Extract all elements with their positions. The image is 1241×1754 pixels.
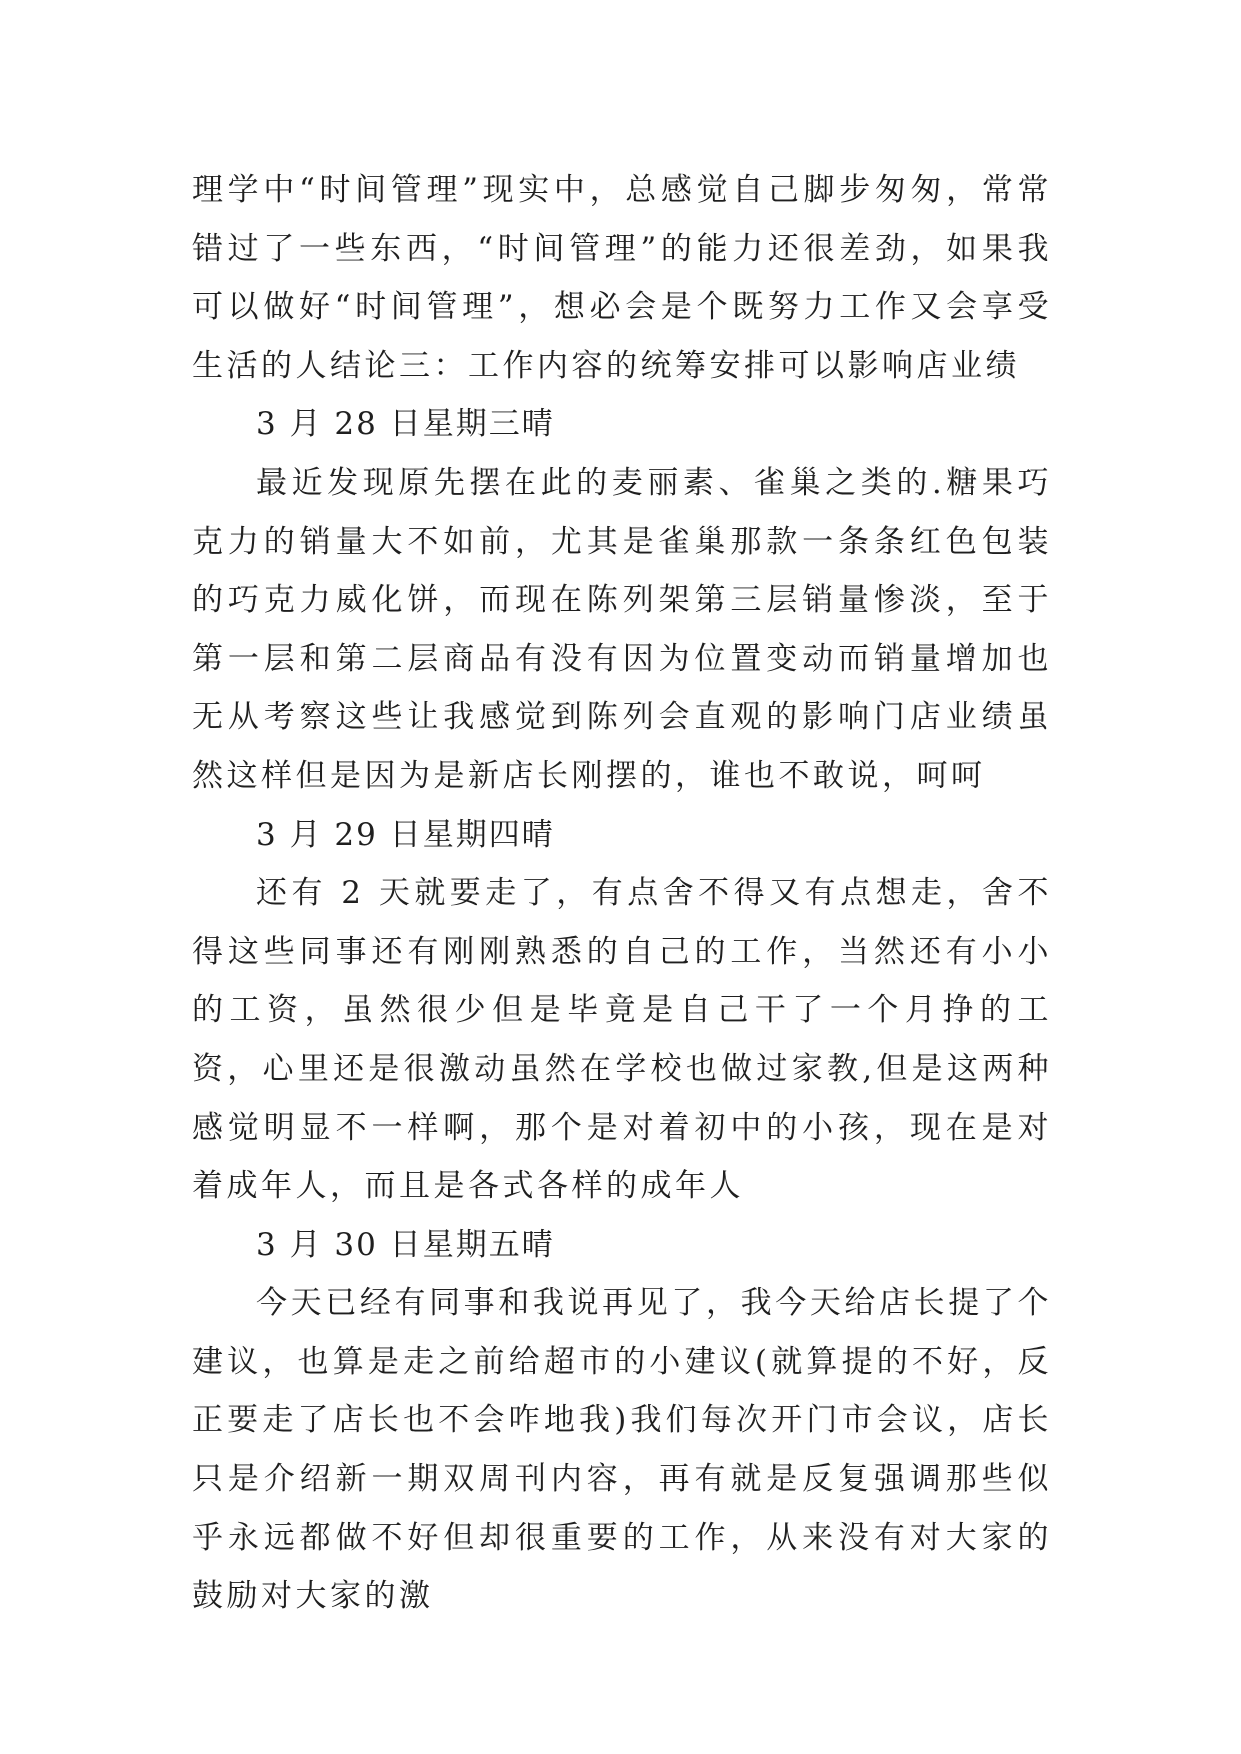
diary-date-mar-28: 3 月 28 日星期三晴 [256, 406, 555, 443]
document-body [192, 161, 1052, 1626]
paragraph-time-management: 理学中“时间管理”现实中，总感觉自己脚步匆匆，常常错过了一些东西，“时间管理”的能力还很差劲，如果我可以做好“时间管理”，想必会是个既努力工作又会享受生活的人结论三：工作内容的统筹安排可以影响店业绩 [192, 172, 1052, 384]
diary-date-mar-29: 3 月 29 日星期四晴 [256, 816, 555, 853]
paragraph-leaving-soon: 还有 2 天就要走了，有点舍不得又有点想走，舍不得这些同事还有刚刚熟悉的自己的工作，当然还有小小的工资，虽然很少但是毕竟是自己干了一个月挣的工资，心里还是很激动虽然在学校也做过家教,但是这两种感觉明显不一样啊，那个是对着初中的小孩，现在是对着成年人，而且是各式各样的成年人 [192, 875, 1052, 1205]
paragraph-display-sales: 最近发现原先摆在此的麦丽素、雀巢之类的.糖果巧克力的销量大不如前，尤其是雀巢那款一条条红色包装的巧克力威化饼，而现在陈列架第三层销量惨淡，至于第一层和第二层商品有没有因为位置变动而销量增加也无从考察这些让我感觉到陈列会直观的影响门店业绩虽然这样但是因为是新店长刚摆的，谁也不敢说，呵呵 [192, 464, 1052, 794]
diary-date-mar-30: 3 月 30 日星期五晴 [256, 1226, 555, 1263]
paragraph-suggestion: 今天已经有同事和我说再见了，我今天给店长提了个建议，也算是走之前给超市的小建议(就算提的不好，反正要走了店长也不会咋地我)我们每次开门市会议，店长只是介绍新一期双周刊内容，再有就是反复强调那些似乎永远都做不好但却很重要的工作，从来没有对大家的鼓励对大家的激 [192, 1285, 1052, 1615]
